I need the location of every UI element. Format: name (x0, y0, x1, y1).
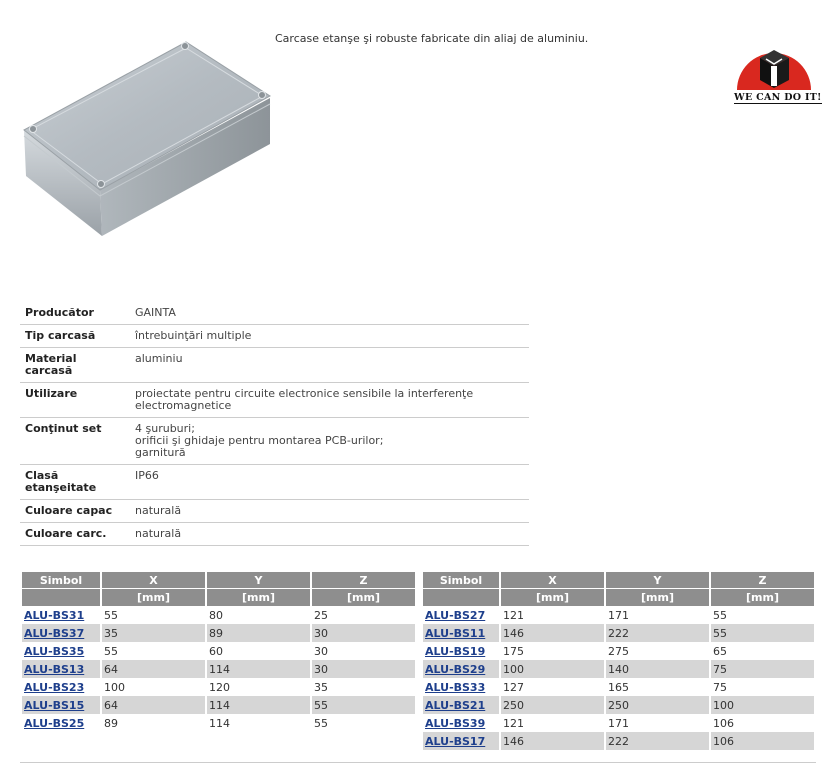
dimension-z: 55 (711, 624, 814, 642)
dimension-x: 64 (102, 696, 205, 714)
spec-row (20, 383, 529, 418)
table-row (22, 660, 415, 678)
col-header-x: X (501, 572, 604, 588)
spec-key: Tip carcasă (20, 325, 130, 348)
spec-key: Conţinut set (20, 418, 130, 465)
dimension-z: 100 (711, 696, 814, 714)
dimension-x: 55 (104, 644, 118, 658)
spec-key: Culoare capac (20, 500, 130, 523)
specifications-table (20, 302, 529, 546)
table-row (22, 678, 415, 696)
unit-header-z: [mm] (711, 588, 814, 606)
dimension-y: 140 (606, 660, 709, 678)
spec-row (20, 302, 529, 325)
spec-key: Culoare carc. (20, 523, 130, 546)
dimension-x: 146 (501, 624, 604, 642)
table-row (22, 714, 415, 732)
dimension-x: 35 (102, 624, 205, 642)
dimension-z: 55 (713, 608, 727, 622)
dimension-y: 171 (608, 608, 629, 622)
dimension-x: 55 (104, 608, 118, 622)
table-row (22, 642, 415, 660)
dimension-x: 100 (104, 680, 125, 694)
table-row (423, 678, 814, 696)
unit-header-y: [mm] (207, 588, 310, 606)
product-symbol-link[interactable]: ALU-BS29 (423, 660, 499, 678)
dimension-x: 64 (102, 660, 205, 678)
product-symbol-link[interactable]: ALU-BS13 (22, 660, 100, 678)
table-row (22, 696, 415, 714)
spec-row (20, 348, 529, 383)
product-tagline: Carcase etanşe şi robuste fabricate din aliaj de aluminiu. (275, 32, 589, 45)
dimension-y: 171 (608, 716, 629, 730)
dimension-x: 175 (503, 644, 524, 658)
table-row (423, 660, 814, 678)
spec-key: Material carcasă (20, 348, 130, 383)
dimension-z: 30 (314, 644, 328, 658)
spec-value: naturală (130, 500, 529, 523)
size-table-left (20, 572, 417, 732)
product-symbol-link[interactable]: ALU-BS21 (423, 696, 499, 714)
dimension-z: 65 (713, 644, 727, 658)
dimension-z: 106 (711, 732, 814, 750)
col-header-z: Z (711, 572, 814, 588)
product-symbol-link[interactable]: ALU-BS25 (24, 716, 85, 730)
table-row (423, 642, 814, 660)
unit-header-simbol (423, 588, 499, 606)
size-table-right (421, 572, 816, 750)
dimension-y: 120 (209, 680, 230, 694)
unit-header-x: [mm] (501, 588, 604, 606)
spec-key: Utilizare (20, 383, 130, 418)
spec-value: naturală (130, 523, 529, 546)
product-symbol-link[interactable]: ALU-BS37 (22, 624, 100, 642)
dimension-x: 250 (501, 696, 604, 714)
product-symbol-link[interactable]: ALU-BS15 (22, 696, 100, 714)
unit-header-y: [mm] (606, 588, 709, 606)
dimension-z: 35 (314, 680, 328, 694)
dimension-z: 75 (713, 680, 727, 694)
spec-key: Producător (20, 302, 130, 325)
table-row (423, 606, 814, 624)
table-row (423, 696, 814, 714)
dimension-y: 165 (608, 680, 629, 694)
table-row (22, 624, 415, 642)
spec-row (20, 465, 529, 500)
product-image (20, 40, 274, 240)
dimension-y: 114 (207, 696, 310, 714)
dimension-z: 106 (713, 716, 734, 730)
table-row (22, 606, 415, 624)
spec-value: 4 şuruburi; orificii şi ghidaje pentru montarea PCB-urilor; garnitură (130, 418, 529, 465)
spec-row (20, 325, 529, 348)
dimension-x: 100 (501, 660, 604, 678)
unit-header-simbol (22, 588, 100, 606)
dimension-z: 30 (312, 624, 415, 642)
dimension-z: 55 (314, 716, 328, 730)
product-symbol-link[interactable]: ALU-BS19 (425, 644, 486, 658)
dimension-z: 75 (711, 660, 814, 678)
dimension-x: 127 (503, 680, 524, 694)
dimension-y: 89 (207, 624, 310, 642)
dimension-x: 146 (501, 732, 604, 750)
dimension-y: 222 (606, 624, 709, 642)
logo-text: WE CAN DO IT! (734, 92, 822, 103)
spec-row (20, 523, 529, 546)
dimension-y: 222 (606, 732, 709, 750)
product-symbol-link[interactable]: ALU-BS27 (425, 608, 486, 622)
table-row (423, 714, 814, 732)
col-header-y: Y (606, 572, 709, 588)
dimension-z: 30 (312, 660, 415, 678)
dimension-y: 250 (606, 696, 709, 714)
product-symbol-link[interactable]: ALU-BS39 (425, 716, 486, 730)
col-header-z: Z (312, 572, 415, 588)
col-header-y: Y (207, 572, 310, 588)
dimension-y: 114 (209, 716, 230, 730)
spec-value: întrebuinţări multiple (130, 325, 529, 348)
dimension-y: 80 (209, 608, 223, 622)
dimension-x: 121 (503, 608, 524, 622)
product-symbol-link[interactable]: ALU-BS33 (425, 680, 486, 694)
product-symbol-link[interactable]: ALU-BS35 (24, 644, 85, 658)
dimension-z: 25 (314, 608, 328, 622)
spec-value: proiectate pentru circuite electronice sensibile la interferenţe electromagnetice (130, 383, 529, 418)
spec-value: aluminiu (130, 348, 529, 383)
col-header-simbol: Simbol (423, 572, 499, 588)
dimension-x: 89 (104, 716, 118, 730)
spec-value: IP66 (130, 465, 529, 500)
dimension-y: 114 (207, 660, 310, 678)
unit-header-x: [mm] (102, 588, 205, 606)
product-symbol-link[interactable]: ALU-BS11 (423, 624, 499, 642)
dimension-y: 275 (608, 644, 629, 658)
col-header-x: X (102, 572, 205, 588)
divider (20, 762, 816, 763)
spec-value: GAINTA (130, 302, 529, 325)
table-row (423, 732, 814, 750)
dimension-x: 121 (503, 716, 524, 730)
dimension-z: 55 (312, 696, 415, 714)
table-row (423, 624, 814, 642)
product-symbol-link[interactable]: ALU-BS23 (24, 680, 85, 694)
unit-header-z: [mm] (312, 588, 415, 606)
spec-row (20, 418, 529, 465)
spec-row (20, 500, 529, 523)
spec-key: Clasă etanşeitate (20, 465, 130, 500)
product-symbol-link[interactable]: ALU-BS31 (24, 608, 85, 622)
product-symbol-link[interactable]: ALU-BS17 (423, 732, 499, 750)
dimension-y: 60 (209, 644, 223, 658)
col-header-simbol: Simbol (22, 572, 100, 588)
